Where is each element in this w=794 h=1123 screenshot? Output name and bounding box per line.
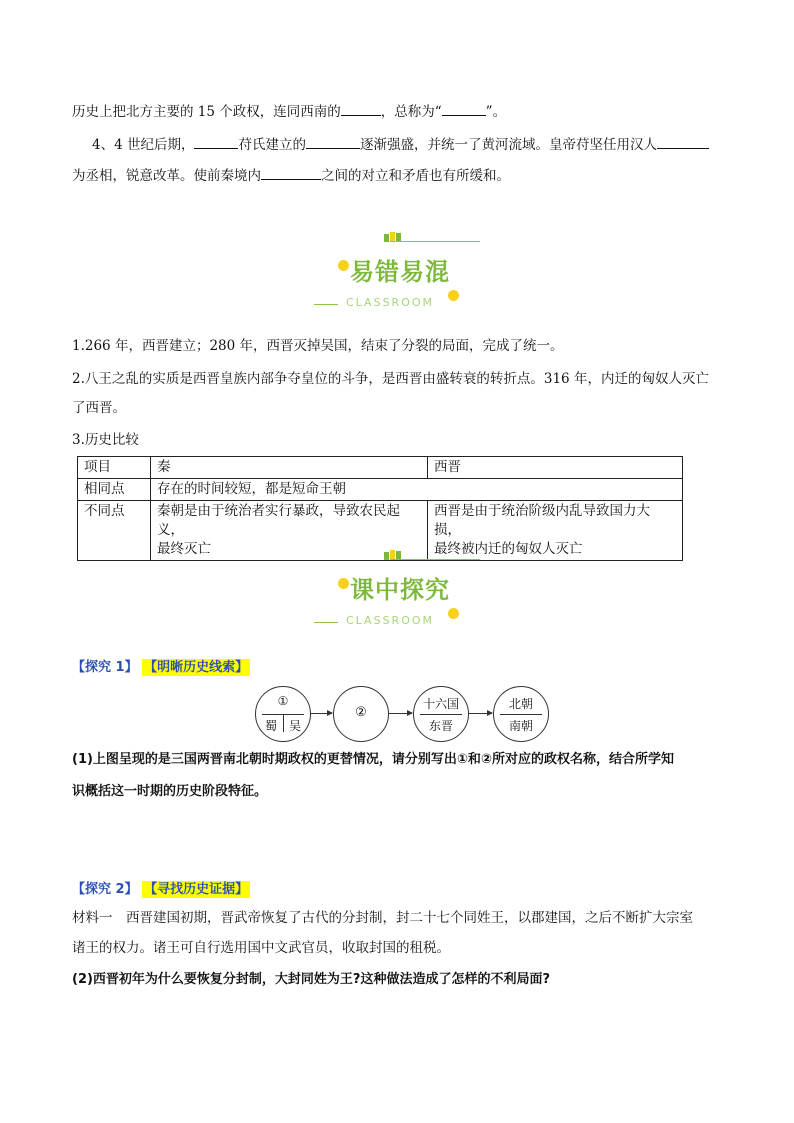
explore-1-heading bbox=[72, 656, 250, 675]
arrow-icon bbox=[310, 713, 332, 714]
table-cell: 存在的时间较短，都是短命王朝 bbox=[151, 479, 683, 501]
material-1-line-a: 材料一 西晋建国初期，晋武帝恢复了古代的分封制，封二十七个同姓王，以郡建国，之后不断扩大宗室 bbox=[72, 910, 693, 926]
node-label: 十六国 bbox=[422, 697, 459, 711]
node-label: 蜀 bbox=[264, 719, 277, 733]
diagram-node-4 bbox=[493, 686, 549, 742]
section-banner-explore bbox=[310, 550, 490, 640]
table-cell: 不同点 bbox=[78, 501, 151, 561]
node-label: 东晋 bbox=[428, 719, 453, 733]
banner-dot bbox=[338, 260, 349, 271]
intro-text: 苻氏建立的 bbox=[238, 137, 306, 153]
node-divider bbox=[420, 714, 462, 715]
explore-topic: 【明晰历史线索】 bbox=[144, 660, 249, 675]
cell-line: 最终灭亡 bbox=[157, 541, 211, 557]
banner-dot bbox=[338, 578, 349, 589]
banner-subtitle: CLASSROOM bbox=[346, 614, 435, 627]
banner-rule bbox=[390, 559, 480, 560]
node-label: 南朝 bbox=[508, 719, 533, 733]
banner-rule bbox=[314, 622, 338, 623]
cell-line: 西晋是由于统治阶级内乱导致国力大损， bbox=[434, 503, 650, 538]
intro-line-2 bbox=[92, 134, 709, 155]
diagram-node-1 bbox=[255, 686, 311, 742]
answer-blank[interactable] bbox=[442, 101, 486, 116]
table-header-cell: 秦 bbox=[151, 457, 428, 479]
material-1-line-b: 诸王的权力。诸王可自行选用国中文武官员，收取封国的租税。 bbox=[72, 940, 450, 956]
fact-1: 1.266 年，西晋建立；280 年，西晋灭掉吴国，结束了分裂的局面，完成了统一。 bbox=[72, 338, 564, 354]
intro-text: ，总称为“ bbox=[380, 104, 442, 120]
node-label: ① bbox=[277, 694, 289, 708]
explore-topic: 【寻找历史证据】 bbox=[144, 882, 249, 897]
intro-text: 4、4 世纪后期， bbox=[92, 137, 195, 153]
answer-blank[interactable] bbox=[261, 165, 321, 180]
intro-text: 逐渐强盛，并统一了黄河流域。皇帝苻坚任用汉人 bbox=[359, 137, 657, 153]
question-2: (2)西晋初年为什么要恢复分封制，大封同姓为王?这种做法造成了怎样的不利局面? bbox=[72, 972, 551, 987]
explore-tag: 【探究 1】 bbox=[72, 660, 138, 675]
table-row bbox=[78, 479, 683, 501]
banner-title: 易错易混 bbox=[350, 258, 450, 286]
answer-blank[interactable] bbox=[341, 101, 381, 116]
table-row bbox=[78, 457, 683, 479]
intro-text: 历史上把北方主要的 15 个政权，连同西南的 bbox=[72, 104, 341, 120]
banner-title: 课中探究 bbox=[350, 576, 450, 604]
question-1-line-b: 识概括这一时期的历史阶段特征。 bbox=[72, 784, 268, 799]
node-divider bbox=[500, 714, 542, 715]
banner-dot bbox=[448, 290, 459, 301]
cell-line: 秦朝是由于统治者实行暴政，导致农民起义， bbox=[157, 503, 400, 538]
fact-2a: 2.八王之乱的实质是西晋皇族内部争夺皇位的斗争，是西晋由盛转衰的转折点。316 年，内迁的匈奴人灭亡 bbox=[72, 371, 709, 387]
arrow-icon bbox=[468, 713, 492, 714]
node-label: 吴 bbox=[288, 719, 301, 733]
fact-3: 3.历史比较 bbox=[72, 432, 139, 448]
intro-line-1 bbox=[72, 101, 506, 122]
comparison-table bbox=[77, 456, 683, 561]
table-header-cell: 项目 bbox=[78, 457, 151, 479]
diagram-node-3 bbox=[413, 686, 469, 742]
node-label: ② bbox=[355, 705, 367, 720]
explore-tag: 【探究 2】 bbox=[72, 882, 138, 897]
banner-rule bbox=[314, 304, 338, 305]
arrow-icon bbox=[388, 713, 412, 714]
intro-line-3 bbox=[72, 165, 510, 186]
diagram-node-2 bbox=[333, 686, 389, 742]
intro-text: 之间的对立和矛盾也有所缓和。 bbox=[321, 168, 510, 184]
answer-blank[interactable] bbox=[306, 134, 360, 149]
table-header-cell: 西晋 bbox=[428, 457, 683, 479]
section-banner-errors bbox=[310, 232, 490, 322]
banner-subtitle: CLASSROOM bbox=[346, 296, 435, 309]
intro-text: ”。 bbox=[485, 104, 507, 120]
answer-blank[interactable] bbox=[657, 134, 709, 149]
banner-dot bbox=[448, 608, 459, 619]
fact-2b: 了西晋。 bbox=[72, 400, 126, 416]
explore-2-heading bbox=[72, 878, 250, 897]
answer-blank[interactable] bbox=[194, 134, 238, 149]
banner-rule bbox=[390, 241, 480, 242]
node-label: 北朝 bbox=[508, 697, 533, 711]
intro-text: 为丞相，锐意改革。使前秦境内 bbox=[72, 168, 261, 184]
cell-line: 最终被内迁的匈奴人灭亡 bbox=[434, 541, 583, 557]
table-cell: 相同点 bbox=[78, 479, 151, 501]
question-1-line-a: (1)上图呈现的是三国两晋南北朝时期政权的更替情况，请分别写出①和②所对应的政权名称，结合所学知 bbox=[72, 752, 674, 767]
